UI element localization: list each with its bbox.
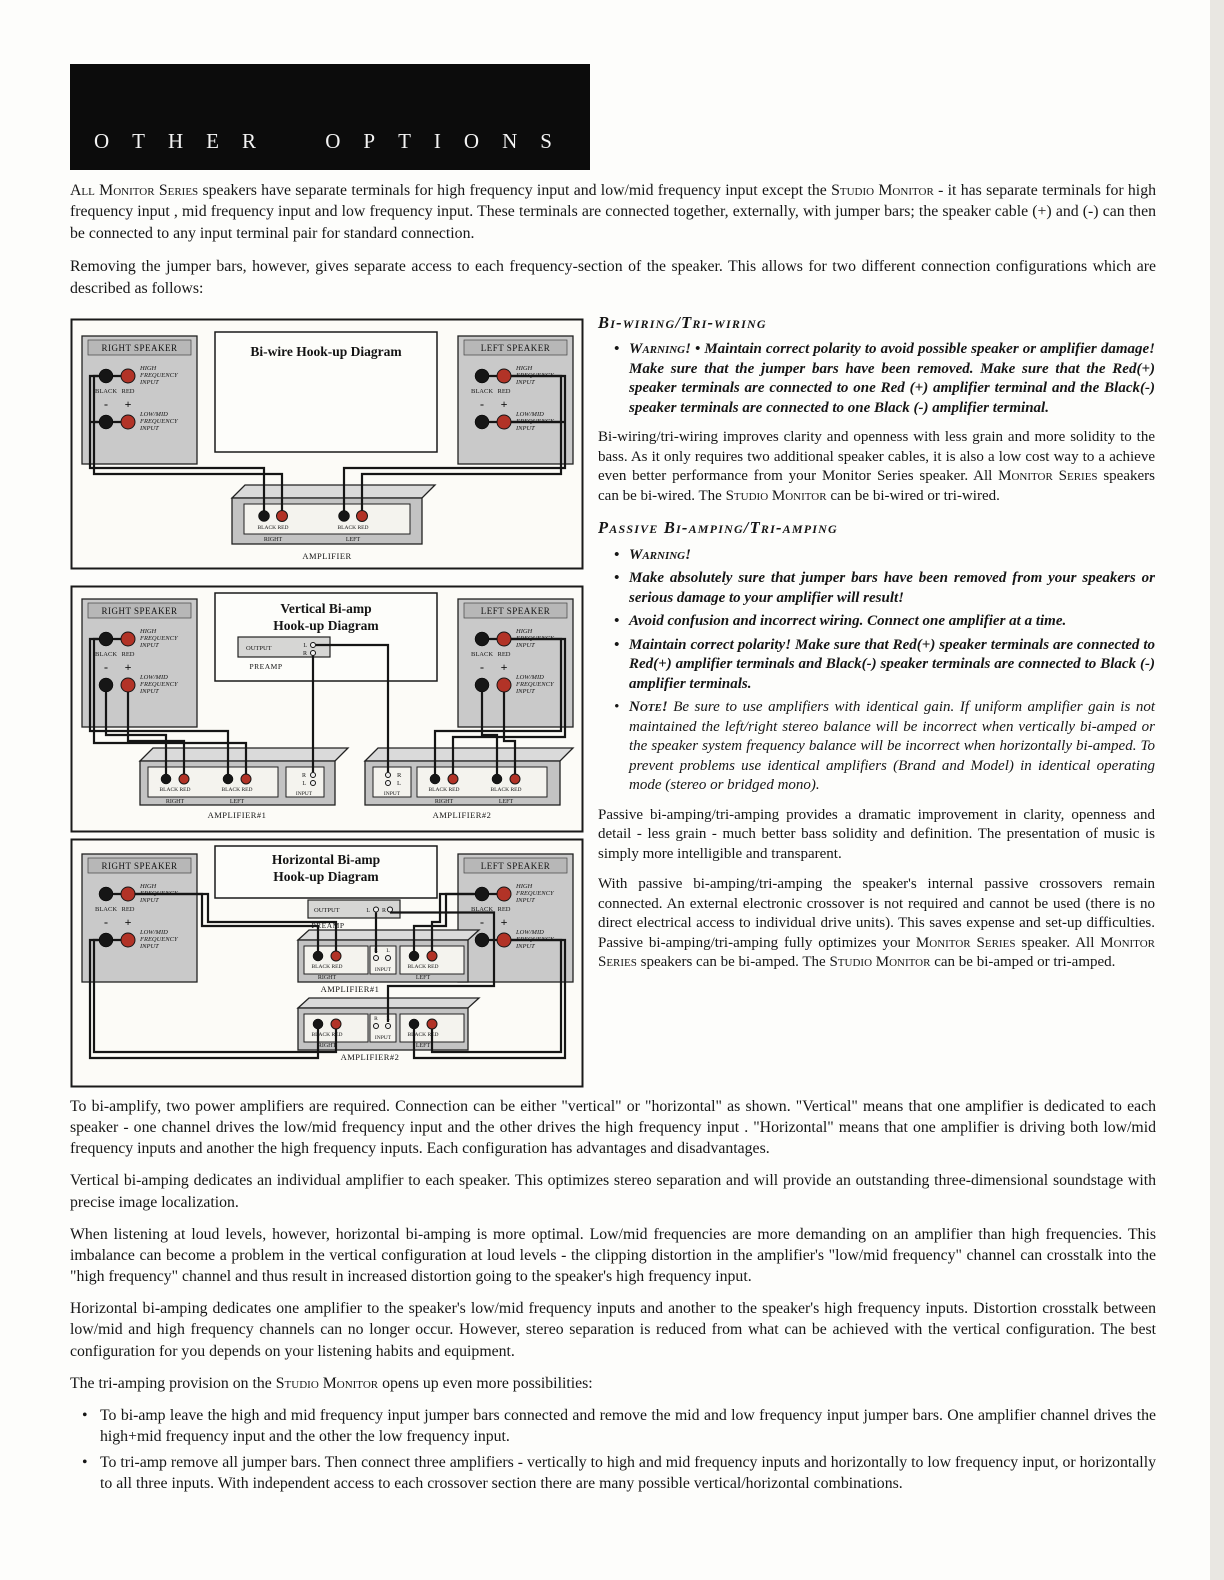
terminal-black-icon [313, 1019, 323, 1029]
lowmid-freq-label: FREQUENCY [140, 936, 178, 943]
biamping-paragraph-2: With passive bi-amping/tri-amping the speaker's internal passive crossovers remain connected. An external electronic crossover is not required and cannot be used (there is no direct electrical access to individual drive units). This saves expense and set-up difficulties. Passive bi-amping/tri-amping fully optimizes your Monitor Series speaker. All Monitor Series speakers can be bi-amped. The Studio Monitor can be bi-amped or tri-amped. [598, 876, 1155, 971]
high-freq-label: INPUT [140, 379, 159, 386]
lowmid-freq-label: INPUT [140, 943, 159, 950]
terminal-black-icon [475, 887, 489, 901]
black-red-label: BLACK RED [311, 964, 343, 970]
amp-input-jack-icon [311, 781, 316, 786]
lowmid-freq-label: INPUT [516, 425, 535, 432]
terminal-red-icon [121, 369, 135, 383]
output-label: OUTPUT [314, 907, 340, 914]
lowmid-freq-label: FREQUENCY [516, 681, 554, 688]
black-red-label: BLACK RED [337, 525, 369, 531]
preamp-output-jack-icon [374, 907, 379, 912]
preamp-output-jack-icon [311, 651, 316, 656]
l-label: L [386, 1016, 390, 1022]
right-channel-label: RIGHT [317, 975, 337, 981]
warning-item: • Make absolutely sure that jumper bars have been removed from your speakers or serious damage to your amplifier will result! [614, 569, 1155, 608]
l-label: L [302, 781, 306, 787]
terminal-black-icon [259, 511, 270, 522]
red-label: RED [497, 906, 511, 913]
black-red-label: BLACK RED [428, 787, 460, 793]
bottom-paragraph-1: To bi-amplify, two power amplifiers are required. Connection can be either "vertical" or "horizontal" as shown. "Vertical" means that one amplifier is dedicated to each speaker - one channel drives the low/mid frequency input and the other drives the high frequency input . "Horizontal" means that one amplifier is driving both low/mid frequency inputs and another the high frequency inputs. Each configuration has advantages and disadvantages. [70, 1098, 1156, 1158]
black-red-label: BLACK RED [490, 787, 522, 793]
amp-input-jack-icon [386, 1024, 391, 1029]
black-label: BLACK [94, 651, 118, 658]
high-freq-label: HIGH [140, 628, 157, 635]
red-label: RED [121, 651, 135, 658]
diagram-title: Vertical Bi-amp [280, 601, 372, 616]
amp-input-jack-icon [374, 956, 379, 961]
lowmid-freq-label: LOW/MID [140, 674, 168, 681]
amp-input-jack-icon [386, 956, 391, 961]
plus-label: + [124, 660, 132, 674]
right-speaker-label: RIGHT SPEAKER [101, 606, 178, 616]
amp-top-face [298, 930, 479, 940]
plus-label: + [124, 397, 132, 411]
black-red-label: BLACK RED [221, 787, 253, 793]
l-label: L [386, 948, 390, 954]
input-label: INPUT [383, 791, 401, 797]
plus-label: + [500, 660, 508, 674]
section-header-box [70, 64, 590, 170]
black-label: BLACK [94, 906, 118, 913]
intro-text [70, 180, 1156, 311]
high-freq-label: FREQUENCY [516, 890, 554, 897]
terminal-black-icon [339, 511, 350, 522]
diagram-title-box [215, 593, 437, 681]
output-label: OUTPUT [246, 645, 272, 652]
lowmid-freq-label: LOW/MID [516, 411, 544, 418]
high-freq-label: INPUT [140, 897, 159, 904]
amp-input-jack-icon [386, 781, 391, 786]
horizontal-biamp-diagram [70, 838, 584, 1088]
minus-label: - [104, 660, 108, 674]
plus-label: + [500, 915, 508, 929]
right-channel-label: RIGHT [434, 799, 454, 805]
biamping-heading: Passive Bi-amping/Tri-amping [598, 518, 838, 538]
black-label: BLACK [470, 388, 494, 395]
warning-item: • Warning! • Maintain correct polarity to avoid possible speaker or amplifier damage! Make sure that the jumper bars have been removed. Make sure that the Red(+) speaker terminals are connected to one Red (+) amplifier terminal and the Black(-) speaker terminals are connected to one Black (-) amplifier terminal. [614, 340, 1155, 418]
intro-paragraph-1: All Monitor Series speakers have separate terminals for high frequency input and low/mid frequency input except the Studio Monitor - it has separate terminals for high frequency input , mid frequency input and low frequency input. These terminals are connected together, externally, with jumper bars; the speaker cable (+) and (-) can then be connected to any input terminal pair for standard connection. [70, 182, 1156, 242]
left-speaker-label: LEFT SPEAKER [480, 861, 551, 871]
left-speaker-panel [458, 854, 573, 982]
terminal-black-icon [409, 1019, 419, 1029]
red-label: RED [497, 388, 511, 395]
terminal-red-icon [331, 1019, 341, 1029]
left-speaker-label: LEFT SPEAKER [480, 606, 551, 616]
warning-item: • Warning! [614, 546, 1155, 566]
r-label: R [397, 772, 402, 779]
high-freq-label: INPUT [516, 379, 535, 386]
terminal-red-icon [121, 632, 135, 646]
diagram-column [70, 318, 584, 1088]
input-label: INPUT [374, 967, 392, 973]
section-title: OTHER OPTIONS [94, 129, 575, 153]
diagram-title: Horizontal Bi-amp [271, 852, 381, 867]
amplifier2-label: AMPLIFIER#2 [432, 810, 492, 820]
r-label: R [374, 948, 378, 954]
terminal-red-icon [497, 369, 511, 383]
amp-top-face [365, 748, 573, 761]
lowmid-freq-label: FREQUENCY [516, 936, 554, 943]
terminal-red-icon [497, 887, 511, 901]
terminal-black-icon [409, 951, 419, 961]
minus-label: - [104, 915, 108, 929]
amplifier1-label: AMPLIFIER#1 [320, 984, 380, 994]
left-channel-label: LEFT [345, 537, 361, 543]
terminal-red-icon [357, 511, 368, 522]
terminal-black-icon [161, 774, 171, 784]
lowmid-freq-label: INPUT [516, 943, 535, 950]
black-red-label: BLACK RED [257, 525, 289, 531]
amp-top-face [232, 485, 435, 498]
high-freq-label: HIGH [516, 628, 533, 635]
lowmid-freq-label: FREQUENCY [516, 418, 554, 425]
lowmid-freq-label: INPUT [140, 688, 159, 695]
amplifier1-label: AMPLIFIER#1 [207, 810, 267, 820]
right-speaker-panel [82, 336, 197, 464]
l-label: L [303, 643, 307, 649]
left-channel-label: LEFT [415, 1043, 431, 1049]
amp-input-jack-icon [311, 773, 316, 778]
preamp-label: PREAMP [249, 662, 283, 671]
input-label: INPUT [295, 791, 313, 797]
minus-label: - [480, 660, 484, 674]
terminal-black-icon [475, 933, 489, 947]
black-red-label: BLACK RED [159, 787, 191, 793]
intro-paragraph-2: Removing the jumper bars, however, gives separate access to each frequency-section of the speaker. This allows for two different connection configurations which are described as follows: [70, 258, 1156, 297]
preamp-output-jack-icon [388, 907, 393, 912]
terminal-black-icon [99, 369, 113, 383]
diagram-title: Bi-wire Hook-up Diagram [250, 344, 402, 359]
black-red-label: BLACK RED [407, 964, 439, 970]
terminal-black-icon [99, 678, 113, 692]
biwiring-warning-list [614, 340, 1155, 418]
terminal-black-icon [475, 632, 489, 646]
black-red-label: BLACK RED [407, 1032, 439, 1038]
minus-label: - [480, 915, 484, 929]
warning-item: • Avoid confusion and incorrect wiring. Connect one amplifier at a time. [614, 612, 1155, 632]
diagram-title-box [215, 332, 437, 452]
left-speaker-panel [458, 599, 573, 727]
triamp-option-item: • To tri-amp remove all jumper bars. Then connect three amplifiers - vertically to high and mid frequency inputs and horizontally to low frequency input, or horizontally to all three inputs. With independent access to each crossover section there are many possible vertical/horizontal combinations. [82, 1452, 1156, 1494]
lowmid-freq-label: LOW/MID [140, 929, 168, 936]
preamp-output-jack-icon [311, 643, 316, 648]
left-speaker-panel [458, 336, 573, 464]
lowmid-freq-label: FREQUENCY [140, 418, 178, 425]
l-label: L [366, 908, 370, 914]
minus-label: - [104, 397, 108, 411]
right-speaker-label: RIGHT SPEAKER [101, 343, 178, 353]
red-label: RED [497, 651, 511, 658]
note-item: • Note! Be sure to use amplifiers with identical gain. If uniform amplifier gain is not maintained the left/right stereo balance will be incorrect when vertically bi-amped or the speaker system frequency balance will be incorrect when horizontally bi-amped. To prevent problems use identical amplifiers (Brand and Model) in identical operating mode (stereo or bridged mono). [614, 698, 1155, 796]
left-channel-label: LEFT [498, 799, 514, 805]
lowmid-freq-label: LOW/MID [140, 411, 168, 418]
minus-label: - [480, 397, 484, 411]
high-freq-label: INPUT [516, 897, 535, 904]
terminal-red-icon [121, 933, 135, 947]
black-label: BLACK [470, 651, 494, 658]
high-freq-label: INPUT [516, 642, 535, 649]
terminal-red-icon [331, 951, 341, 961]
red-label: RED [121, 388, 135, 395]
terminal-red-icon [121, 678, 135, 692]
terminal-black-icon [475, 415, 489, 429]
black-label: BLACK [94, 388, 118, 395]
high-freq-label: FREQUENCY [140, 372, 178, 379]
bottom-paragraph-4: Horizontal bi-amping dedicates one amplifier to the speaker's low/mid frequency inputs and another to the speaker's high frequency inputs. Distortion crosstalk between low/mid and high frequency channels can no longer occur. However, stereo separation is reduced from what can be achieved with the vertical configuration. The best configuration for you depends on your listening habits and equipment. [70, 1300, 1156, 1360]
terminal-red-icon [277, 511, 288, 522]
right-channel-label: RIGHT [165, 799, 185, 805]
bottom-text [70, 1096, 1156, 1505]
lowmid-freq-label: FREQUENCY [140, 681, 178, 688]
terminal-black-icon [475, 678, 489, 692]
terminal-red-icon [427, 1019, 437, 1029]
biamping-warning-list [614, 546, 1155, 796]
terminal-black-icon [313, 951, 323, 961]
right-speaker-panel [82, 854, 197, 982]
input-label: INPUT [374, 1035, 392, 1041]
amplifier2-label: AMPLIFIER#2 [340, 1052, 400, 1062]
r-label: R [374, 1016, 378, 1022]
amp-input-jack-icon [374, 1024, 379, 1029]
terminal-black-icon [99, 632, 113, 646]
warning-item: • Maintain correct polarity! Make sure that Red(+) speaker terminals are connected to Red(+) amplifier terminals and Black(-) speaker terminals are connected to Black (-) amplifier terminals. [614, 636, 1155, 695]
lowmid-freq-label: LOW/MID [516, 674, 544, 681]
l-label: L [397, 780, 401, 787]
high-freq-label: HIGH [140, 883, 157, 890]
biwire-diagram [70, 318, 584, 570]
vertical-biamp-diagram [70, 585, 584, 833]
left-speaker-label: LEFT SPEAKER [480, 343, 551, 353]
high-freq-label: INPUT [140, 642, 159, 649]
terminal-red-icon [497, 415, 511, 429]
bottom-paragraph-2: Vertical bi-amping dedicates an individual amplifier to each speaker. This optimizes stereo separation and will provide an outstanding three-dimensional soundstage with precise image localization. [70, 1172, 1156, 1211]
biwiring-paragraph: Bi-wiring/tri-wiring improves clarity and openness with less grain and more solidity to the bass. As it only requires two additional speaker cables, it is also a low cost way to a achieve even better performance from your Monitor Series speaker. All Monitor Series speakers can be bi-wired. The Studio Monitor can be bi-wired or tri-wired. [598, 429, 1155, 504]
lowmid-freq-label: LOW/MID [516, 929, 544, 936]
right-speaker-panel [82, 599, 197, 727]
high-freq-label: HIGH [516, 365, 533, 372]
bottom-paragraph-3: When listening at loud levels, however, horizontal bi-amping is more optimal. Low/mid frequencies are more demanding on an amplifier than high frequencies. This imbalance can become a problem in the vertical configuration at loud levels - the clipping distortion in the amplifier's "low/mid frequency" channel can crosstalk into the "high frequency" channel and thus result in increased distortion going to the speaker's high frequency input. [70, 1225, 1156, 1286]
triamp-option-item: • To bi-amp leave the high and mid frequency input jumper bars connected and remove the mid and low frequency input jumper bars. One amplifier channel drives the high+mid frequency input and the other the low frequency input. [82, 1405, 1156, 1447]
amplifier-label: AMPLIFIER [302, 551, 352, 561]
r-label: R [381, 908, 386, 914]
terminal-red-icon [427, 951, 437, 961]
high-freq-label: FREQUENCY [516, 372, 554, 379]
terminal-red-icon [448, 774, 458, 784]
high-freq-label: HIGH [516, 883, 533, 890]
triamp-options-list [82, 1405, 1156, 1495]
terminal-red-icon [241, 774, 251, 784]
terminal-red-icon [179, 774, 189, 784]
terminal-black-icon [223, 774, 233, 784]
red-label: RED [121, 906, 135, 913]
lowmid-freq-label: INPUT [140, 425, 159, 432]
terminal-black-icon [99, 933, 113, 947]
high-freq-label: FREQUENCY [140, 890, 178, 897]
high-freq-label: FREQUENCY [516, 635, 554, 642]
right-channel-label: RIGHT [263, 537, 283, 543]
high-freq-label: HIGH [140, 365, 157, 372]
terminal-black-icon [99, 887, 113, 901]
plus-label: + [124, 915, 132, 929]
black-label: BLACK [470, 906, 494, 913]
terminal-red-icon [121, 415, 135, 429]
r-label: R [301, 773, 306, 779]
plus-label: + [500, 397, 508, 411]
terminal-black-icon [430, 774, 440, 784]
terminal-red-icon [497, 678, 511, 692]
left-channel-label: LEFT [229, 799, 245, 805]
preamp-label: PREAMP [311, 921, 345, 930]
diagram-title-box [215, 846, 437, 898]
diagram-title: Hook-up Diagram [273, 869, 379, 884]
terminal-black-icon [99, 415, 113, 429]
text-column [598, 312, 1155, 984]
bottom-paragraph-5: The tri-amping provision on the Studio Monitor opens up even more possibilities: [70, 1374, 593, 1392]
black-red-label: BLACK RED [311, 1032, 343, 1038]
biwiring-heading: Bi-wiring/Tri-wiring [598, 313, 767, 332]
terminal-red-icon [510, 774, 520, 784]
diagram-title: Hook-up Diagram [273, 618, 379, 633]
left-channel-label: LEFT [415, 975, 431, 981]
amp-top-face [140, 748, 348, 761]
amp-input-jack-icon [386, 773, 391, 778]
terminal-red-icon [121, 887, 135, 901]
right-channel-label: RIGHT [317, 1043, 337, 1049]
terminal-black-icon [492, 774, 502, 784]
high-freq-label: FREQUENCY [140, 635, 178, 642]
terminal-red-icon [497, 632, 511, 646]
terminal-red-icon [497, 933, 511, 947]
r-label: R [302, 651, 307, 657]
terminal-black-icon [475, 369, 489, 383]
right-speaker-label: RIGHT SPEAKER [101, 861, 178, 871]
lowmid-freq-label: INPUT [516, 688, 535, 695]
biamping-paragraph-1: Passive bi-amping/tri-amping provides a dramatic improvement in clarity, openness and detail - less grain - much better bass solidity and definition. The presentation of music is simply more intelligible and transparent. [598, 806, 1155, 862]
